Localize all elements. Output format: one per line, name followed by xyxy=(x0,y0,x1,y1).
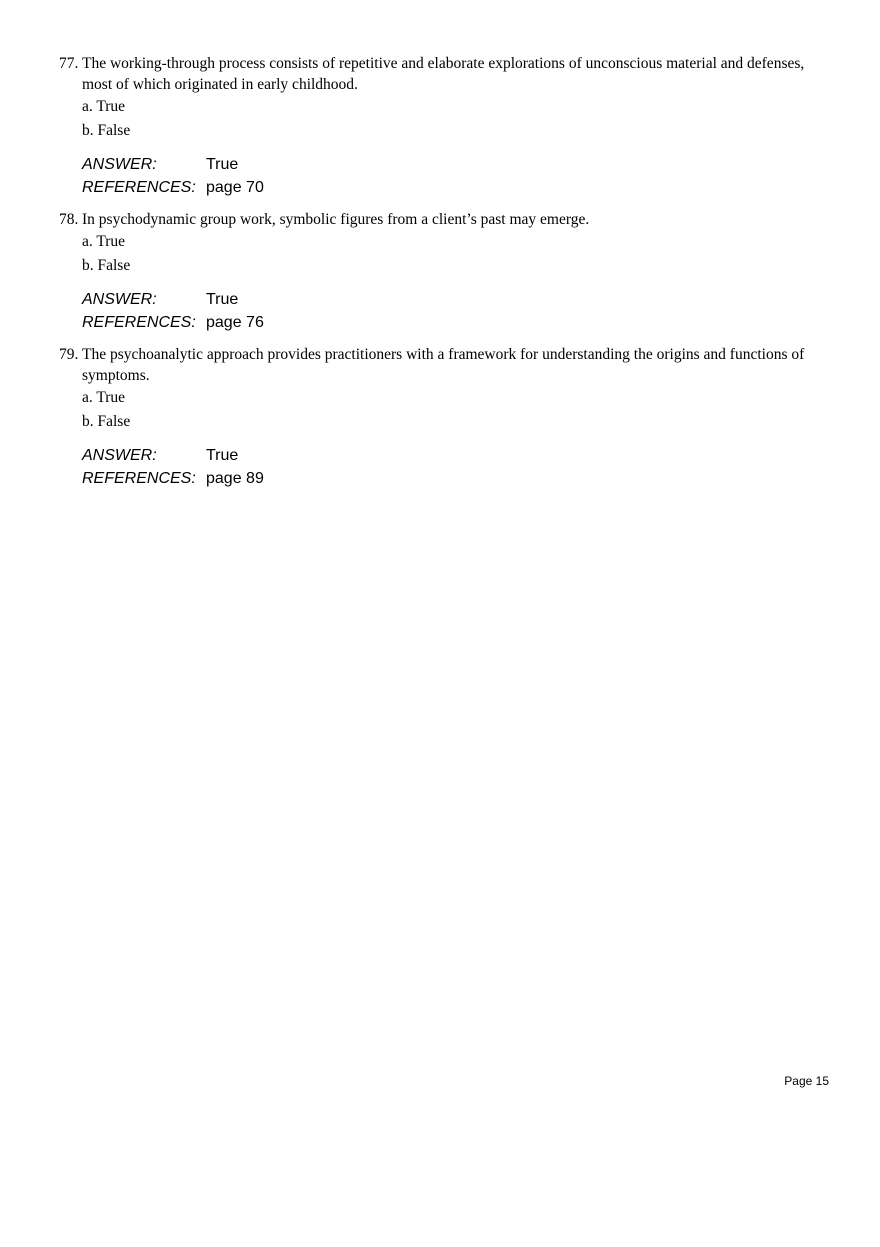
answer-label: ANSWER: xyxy=(82,291,157,308)
references-value: page 76 xyxy=(206,314,264,331)
references-row xyxy=(82,467,829,490)
answer-value: True xyxy=(206,156,239,173)
question-number: 78. xyxy=(59,211,79,228)
question-number: 77. xyxy=(59,55,79,72)
question-stem xyxy=(59,209,829,230)
answer-row xyxy=(82,444,829,467)
references-label: REFERENCES: xyxy=(82,470,196,487)
references-row xyxy=(82,176,829,199)
option-true: a. True xyxy=(82,389,126,406)
answer-options xyxy=(82,386,829,434)
answer-label: ANSWER: xyxy=(82,156,157,173)
answer-row xyxy=(82,288,829,311)
references-value: page 70 xyxy=(206,179,264,196)
page-number: Page 15 xyxy=(784,1074,829,1088)
option-false: b. False xyxy=(82,413,131,430)
answer-options xyxy=(82,95,829,143)
question-79 xyxy=(59,344,829,490)
answer-label: ANSWER: xyxy=(82,447,157,464)
references-label: REFERENCES: xyxy=(82,179,196,196)
option-false: b. False xyxy=(82,122,131,139)
question-stem xyxy=(59,53,829,95)
answer-key xyxy=(82,444,829,490)
option-true: a. True xyxy=(82,233,126,250)
answer-row xyxy=(82,153,829,176)
answer-options xyxy=(82,230,829,278)
answer-key xyxy=(82,288,829,334)
references-value: page 89 xyxy=(206,470,264,487)
answer-key xyxy=(82,153,829,199)
question-stem xyxy=(59,344,829,386)
question-text: The psychoanalytic approach provides practitioners with a framework for understanding the origins and functions of symptoms. xyxy=(82,346,805,384)
question-text: The working-through process consists of repetitive and elaborate explorations of unconscious material and defenses, most of which originated in early childhood. xyxy=(82,55,805,93)
option-true: a. True xyxy=(82,98,126,115)
question-number: 79. xyxy=(59,346,79,363)
option-false: b. False xyxy=(82,257,131,274)
answer-value: True xyxy=(206,291,239,308)
references-row xyxy=(82,311,829,334)
references-label: REFERENCES: xyxy=(82,314,196,331)
answer-value: True xyxy=(206,447,239,464)
question-77 xyxy=(59,53,829,199)
question-78 xyxy=(59,209,829,334)
question-text: In psychodynamic group work, symbolic figures from a client’s past may emerge. xyxy=(82,211,590,228)
